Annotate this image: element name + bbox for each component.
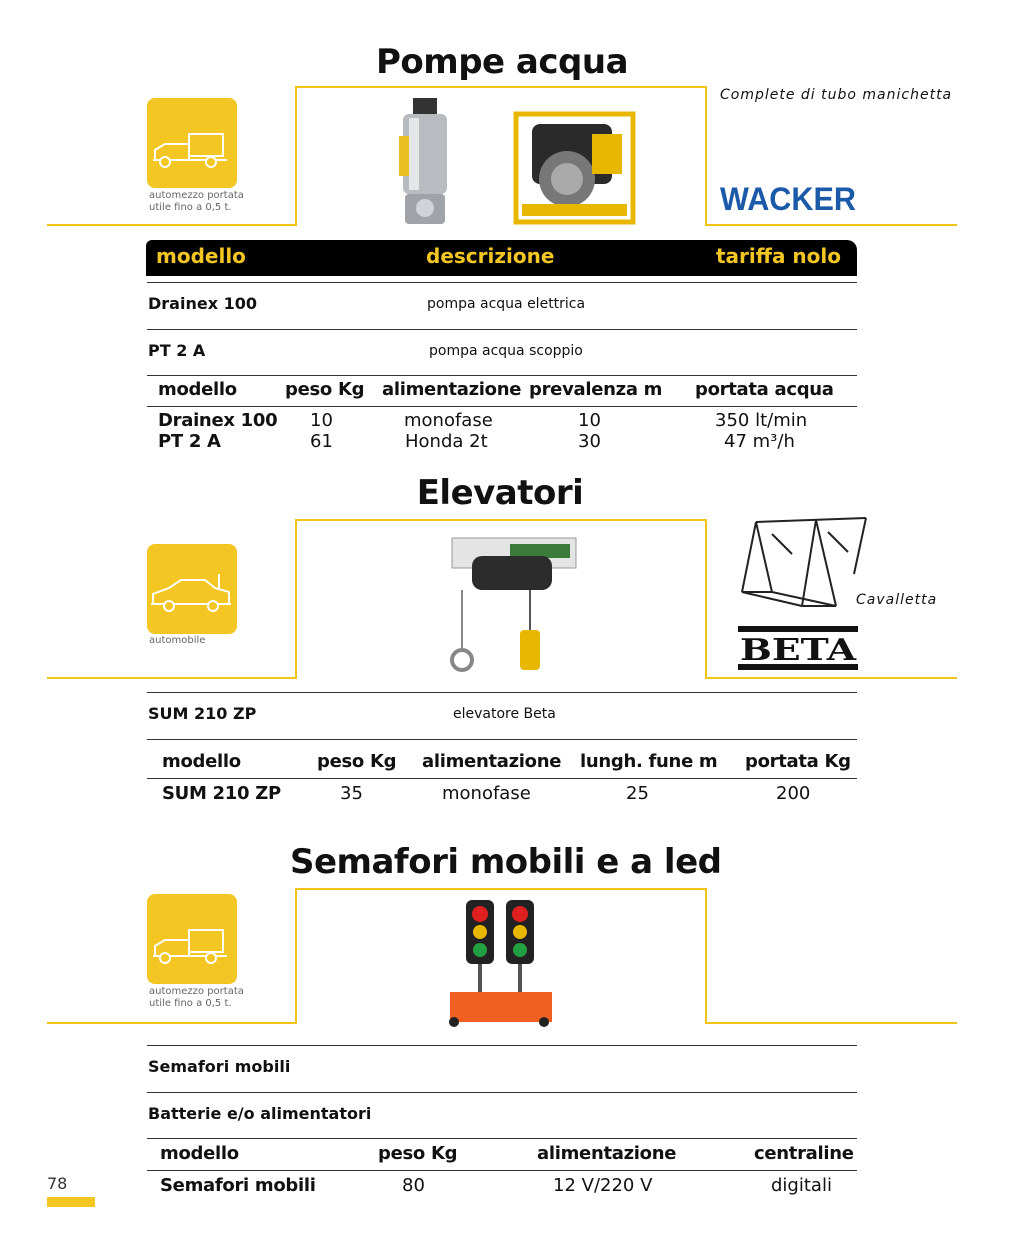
spec-header: peso Kg — [285, 379, 365, 400]
row-divider — [147, 1092, 857, 1093]
svg-text:BETA: BETA — [740, 633, 857, 668]
section-title-pompe: Pompe acqua — [375, 42, 629, 82]
spec-cell: 200 — [776, 783, 811, 804]
item-desc: elevatore Beta — [453, 706, 556, 722]
beta-logo — [738, 626, 858, 670]
spec-cell: SUM 210 ZP — [162, 783, 281, 804]
spec-cell: Drainex 100 — [158, 410, 278, 431]
spec-header: portata Kg — [745, 751, 851, 772]
spec-cell: PT 2 A — [158, 431, 221, 452]
header-descrizione: descrizione — [426, 244, 555, 268]
yellow-rule-left — [47, 677, 296, 679]
yellow-rule-right — [706, 224, 957, 226]
spec-cell: Honda 2t — [405, 431, 488, 452]
row-divider — [147, 692, 857, 693]
row-divider — [147, 1138, 857, 1139]
spec-cell: 61 — [310, 431, 333, 452]
spec-header: centraline — [754, 1143, 854, 1164]
row-divider — [147, 1045, 857, 1046]
item-name: PT 2 A — [148, 341, 206, 360]
row-divider — [147, 778, 857, 779]
spec-cell: 10 — [578, 410, 601, 431]
spec-header: modello — [158, 379, 237, 400]
yellow-rule-left — [47, 224, 296, 226]
spec-cell: Semafori mobili — [160, 1175, 316, 1196]
spec-cell: 80 — [402, 1175, 425, 1196]
elevatori-note: Cavalletta — [856, 592, 938, 608]
yellow-rule-right — [706, 677, 957, 679]
wacker-logo — [720, 182, 860, 216]
spec-header: modello — [160, 1143, 239, 1164]
spec-header: peso Kg — [378, 1143, 458, 1164]
header-modello: modello — [156, 244, 246, 268]
spec-cell: 47 m³/h — [724, 431, 795, 452]
page-number: 78 — [47, 1174, 68, 1193]
cavalletta-image — [736, 514, 872, 614]
spec-cell: 10 — [310, 410, 333, 431]
spec-header: peso Kg — [317, 751, 397, 772]
spec-header: prevalenza m — [529, 379, 663, 400]
spec-cell: 30 — [578, 431, 601, 452]
hoist-image — [422, 534, 582, 686]
row-divider — [147, 1170, 857, 1171]
header-tariffa: tariffa nolo — [716, 244, 842, 268]
page-number-bar — [47, 1197, 95, 1207]
car-icon — [147, 544, 237, 634]
item-name: Semafori mobili — [148, 1057, 291, 1076]
spec-header: portata acqua — [695, 379, 834, 400]
spec-cell: 350 lt/min — [715, 410, 808, 431]
spec-header: alimentazione — [422, 751, 562, 772]
spec-cell: digitali — [771, 1175, 832, 1196]
table-header-bar — [146, 240, 857, 276]
vehicle-caption-elevatori: automobile — [149, 635, 206, 646]
spec-cell: monofase — [442, 783, 531, 804]
row-divider — [147, 282, 857, 283]
row-divider — [147, 375, 857, 376]
row-divider — [147, 739, 857, 740]
yellow-rule-left — [47, 1022, 296, 1024]
item-name: Batterie e/o alimentatori — [148, 1104, 372, 1123]
row-divider — [147, 329, 857, 330]
svg-text:WACKER: WACKER — [720, 182, 856, 216]
item-name: SUM 210 ZP — [148, 704, 257, 723]
spec-header: alimentazione — [537, 1143, 677, 1164]
vehicle-caption-pompe: automezzo portata utile fino a 0,5 t. — [149, 190, 244, 213]
image-frame-pompe — [295, 86, 707, 226]
section-title-elevatori: Elevatori — [416, 473, 584, 513]
spec-header: lungh. fune m — [580, 751, 718, 772]
van-icon — [147, 894, 237, 984]
item-name: Drainex 100 — [148, 294, 257, 313]
item-desc: pompa acqua scoppio — [429, 343, 583, 359]
spec-cell: 12 V/220 V — [553, 1175, 653, 1196]
spec-cell: 25 — [626, 783, 649, 804]
submersible-pump-image — [395, 96, 455, 226]
traffic-lights-image — [440, 896, 560, 1028]
vehicle-caption-semafori: automezzo portata utile fino a 0,5 t. — [149, 986, 244, 1009]
spec-cell: 35 — [340, 783, 363, 804]
spec-header: modello — [162, 751, 241, 772]
section-title-semafori: Semafori mobili e a led — [290, 842, 722, 882]
pompe-note: Complete di tubo manichetta — [720, 87, 953, 103]
engine-pump-image — [512, 104, 637, 229]
spec-header: alimentazione — [382, 379, 522, 400]
spec-cell: monofase — [404, 410, 493, 431]
item-desc: pompa acqua elettrica — [427, 296, 586, 312]
van-icon — [147, 98, 237, 188]
yellow-rule-right — [706, 1022, 957, 1024]
row-divider — [147, 406, 857, 407]
